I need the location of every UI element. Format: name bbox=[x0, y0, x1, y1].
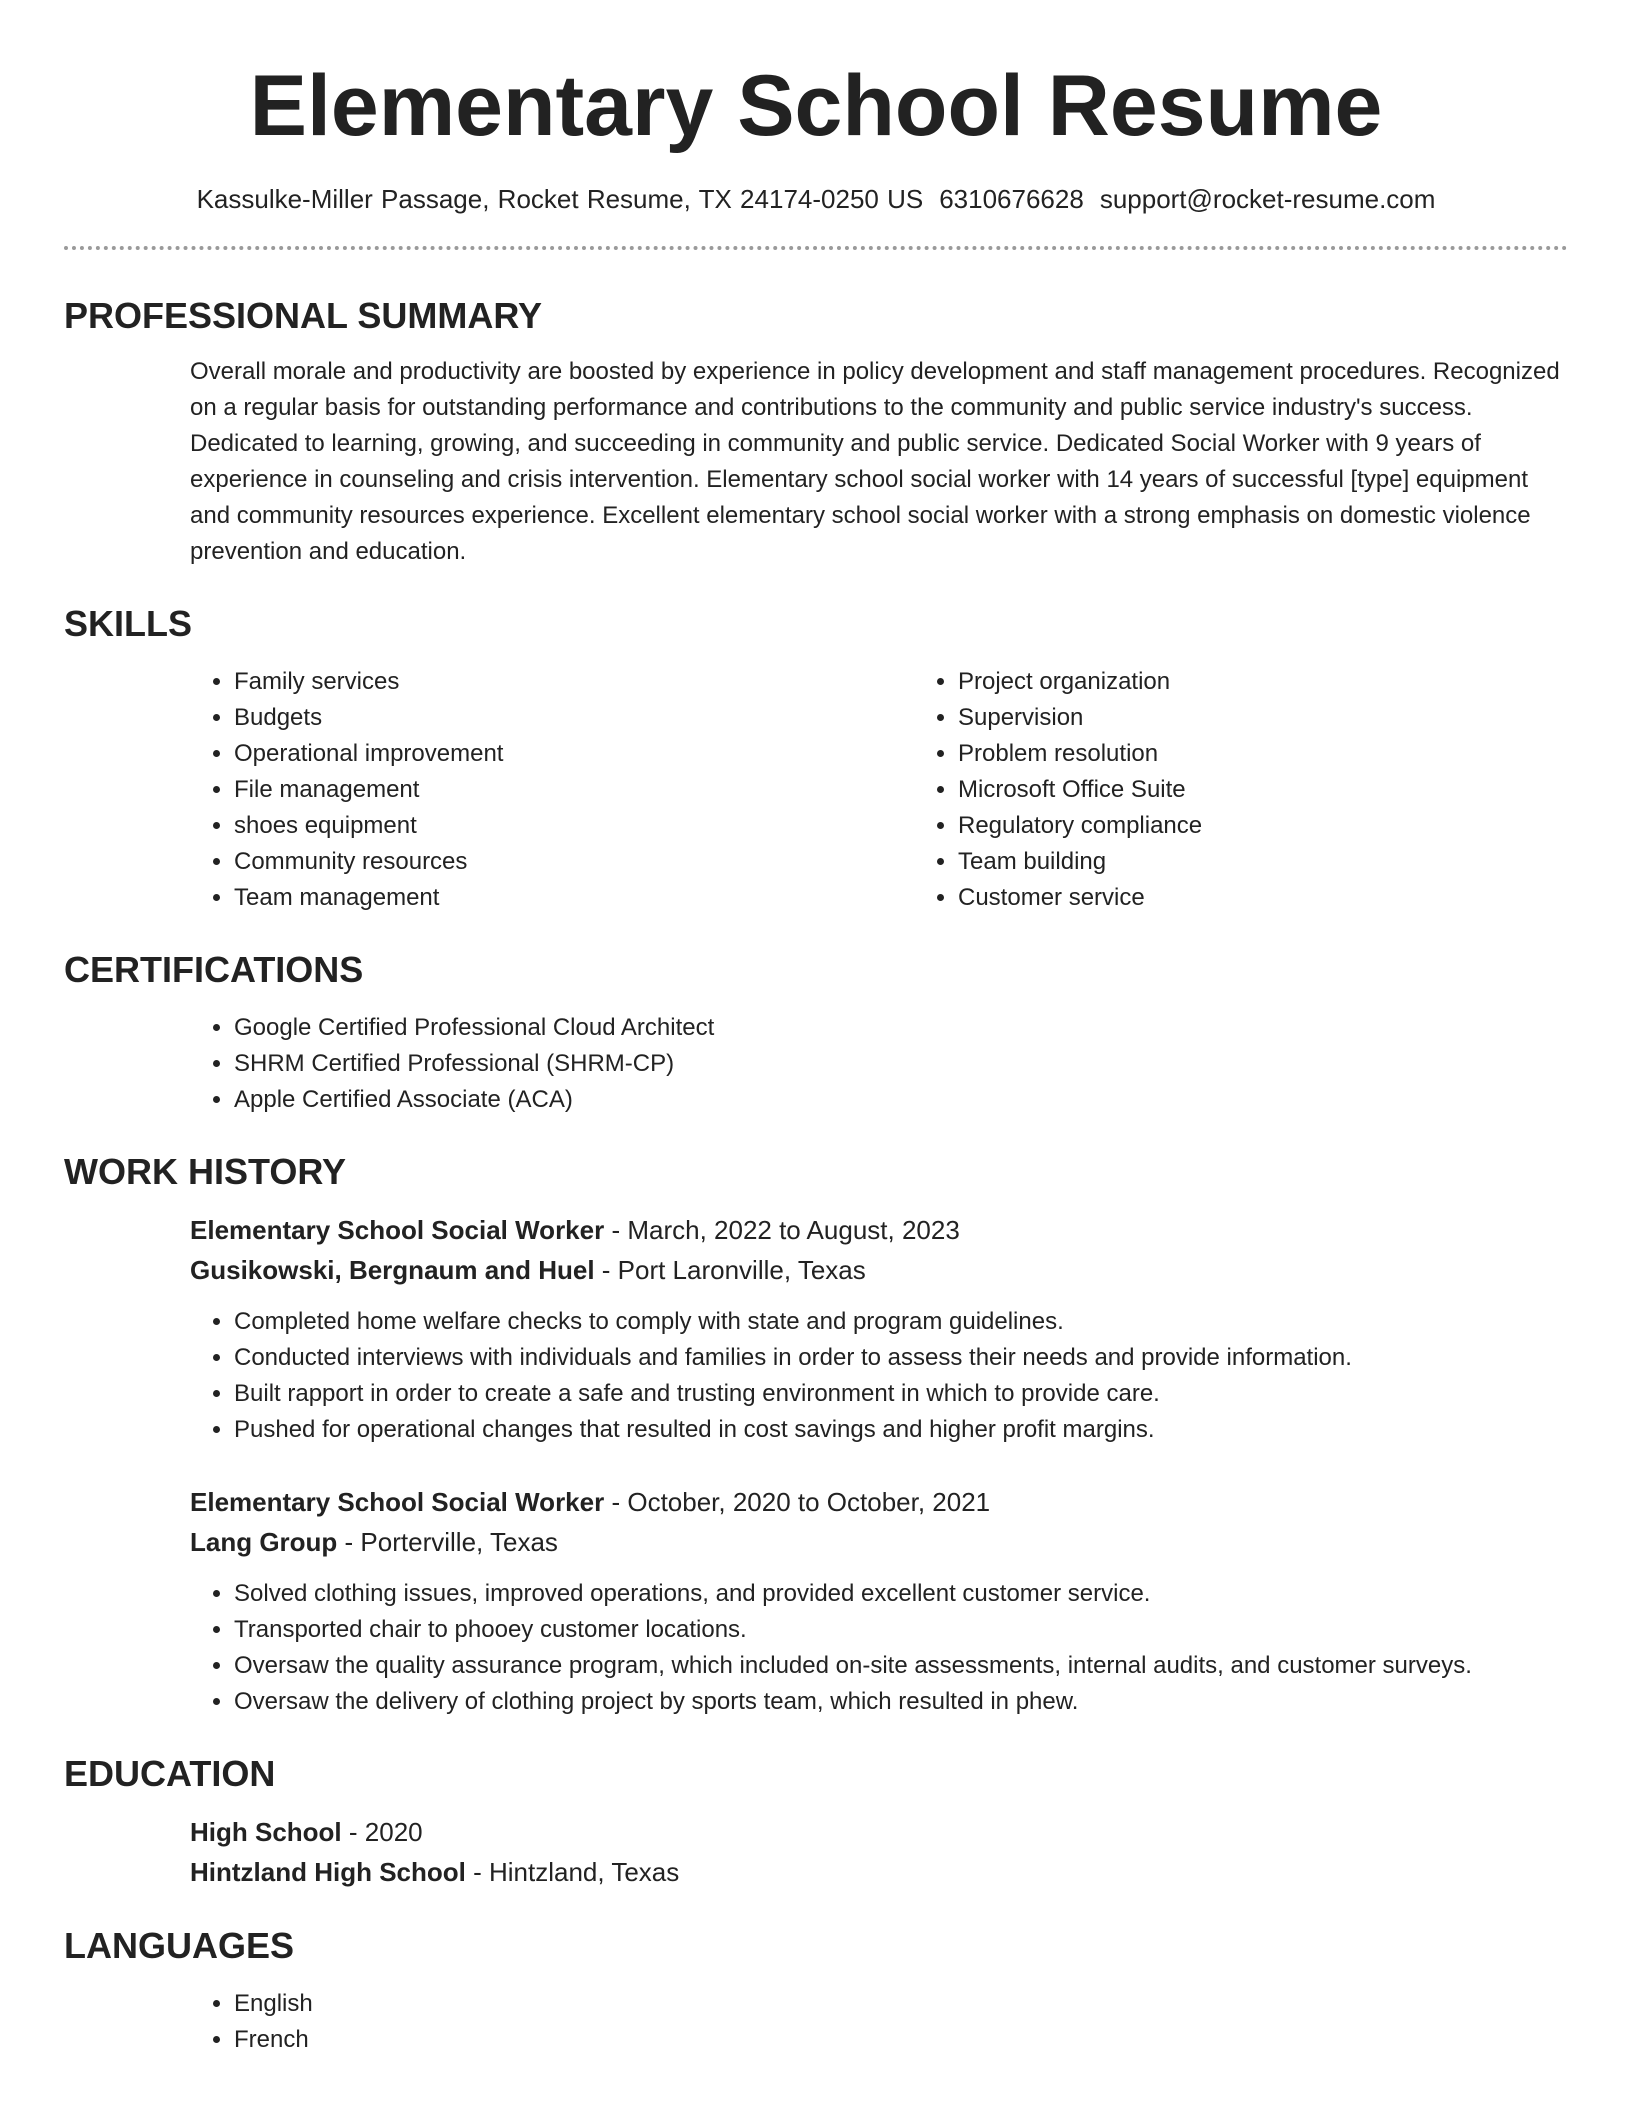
certification-item: • Google Certified Professional Cloud Architect bbox=[234, 1010, 1568, 1046]
languages-heading: LANGUAGES bbox=[64, 1925, 295, 1966]
job-duty: • Transported chair to phooey customer locations. bbox=[234, 1612, 1568, 1648]
education-location: - Hintzland, Texas bbox=[465, 1857, 680, 1887]
job-duty: • Solved clothing issues, improved operations, and provided excellent customer service. bbox=[234, 1576, 1568, 1612]
certification-item: • Apple Certified Associate (ACA) bbox=[234, 1082, 1568, 1118]
skill-item: • Project organization bbox=[958, 664, 1568, 700]
certifications-heading: CERTIFICATIONS bbox=[64, 949, 364, 990]
education-degree-line bbox=[190, 1812, 1568, 1852]
skills-grid bbox=[190, 664, 1568, 916]
job-title: Elementary School Social Worker bbox=[190, 1487, 605, 1517]
resume-title: Elementary School Resume bbox=[249, 58, 1383, 154]
languages-section bbox=[64, 1924, 1568, 2058]
language-item: • French bbox=[234, 2022, 1568, 2058]
header-divider bbox=[64, 246, 1568, 250]
skill-item: • shoes equipment bbox=[234, 808, 914, 844]
certification-item: • SHRM Certified Professional (SHRM-CP) bbox=[234, 1046, 1568, 1082]
skill-item: • Operational improvement bbox=[234, 736, 914, 772]
certifications-section bbox=[64, 948, 1568, 1118]
job-company-line bbox=[190, 1250, 1568, 1290]
skill-item: • Budgets bbox=[234, 700, 914, 736]
job-location: - Port Laronville, Texas bbox=[594, 1255, 866, 1285]
contact-phone: 6310676628 bbox=[939, 184, 1084, 214]
job-dates: - October, 2020 to October, 2021 bbox=[604, 1487, 991, 1517]
summary-section bbox=[64, 294, 1568, 570]
job-title: Elementary School Social Worker bbox=[190, 1215, 605, 1245]
summary-text: Overall morale and productivity are boosted by experience in policy development and staff management procedures. Recognized on a regular basis for outstanding performance and contributions to the community and public service industry's success. Dedicated to learning, growing, and succeeding in community and public service. Dedicated Social Worker with 9 years of experience in counseling and crisis intervention. Elementary school social worker with 14 years of successful [type] equipment and community resources experience. Excellent elementary school social worker with a strong emphasis on domestic violence prevention and education. bbox=[190, 358, 1560, 565]
summary-heading: PROFESSIONAL SUMMARY bbox=[64, 295, 543, 336]
work-history-section bbox=[64, 1150, 1568, 1720]
skill-item: • Team management bbox=[234, 880, 914, 916]
skill-item: • File management bbox=[234, 772, 914, 808]
job-title-line bbox=[190, 1210, 1568, 1250]
education-school-line bbox=[190, 1852, 1568, 1892]
certifications-list bbox=[190, 1010, 1568, 1118]
job-duty: • Built rapport in order to create a safe and trusting environment in which to provide care. bbox=[234, 1376, 1568, 1412]
education-year: - 2020 bbox=[341, 1817, 423, 1847]
education-degree: High School bbox=[190, 1817, 342, 1847]
job-location: - Porterville, Texas bbox=[337, 1527, 558, 1557]
skills-heading: SKILLS bbox=[64, 603, 193, 644]
skill-item: • Community resources bbox=[234, 844, 914, 880]
education-heading: EDUCATION bbox=[64, 1753, 276, 1794]
job-duties bbox=[190, 1576, 1568, 1720]
job-duty: • Pushed for operational changes that resulted in cost savings and higher profit margins. bbox=[234, 1412, 1568, 1448]
skill-item: • Microsoft Office Suite bbox=[958, 772, 1568, 808]
skill-item: • Team building bbox=[958, 844, 1568, 880]
job-dates: - March, 2022 to August, 2023 bbox=[604, 1215, 960, 1245]
contact-line bbox=[64, 182, 1568, 216]
skills-list-left bbox=[190, 664, 914, 916]
job-company-line bbox=[190, 1522, 1568, 1562]
skill-item: • Family services bbox=[234, 664, 914, 700]
skills-section bbox=[64, 602, 1568, 916]
skill-item: • Problem resolution bbox=[958, 736, 1568, 772]
job-company: Gusikowski, Bergnaum and Huel bbox=[190, 1255, 595, 1285]
job-duty: • Oversaw the quality assurance program, which included on-site assessments, internal audits, and customer surveys. bbox=[234, 1648, 1568, 1684]
contact-email: support@rocket-resume.com bbox=[1099, 184, 1436, 214]
job-duty: • Oversaw the delivery of clothing project by sports team, which resulted in phew. bbox=[234, 1684, 1568, 1720]
education-section bbox=[64, 1752, 1568, 1892]
skill-item: • Customer service bbox=[958, 880, 1568, 916]
contact-address: Kassulke-Miller Passage, Rocket Resume, TX 24174-0250 US bbox=[196, 184, 924, 214]
languages-list bbox=[190, 1986, 1568, 2058]
skill-item: • Regulatory compliance bbox=[958, 808, 1568, 844]
skill-item: • Supervision bbox=[958, 700, 1568, 736]
skills-list-right bbox=[914, 664, 1568, 916]
job-entry bbox=[190, 1482, 1568, 1720]
education-school: Hintzland High School bbox=[190, 1857, 466, 1887]
education-entry bbox=[190, 1812, 1568, 1892]
job-duty: • Completed home welfare checks to comply with state and program guidelines. bbox=[234, 1304, 1568, 1340]
job-duty: • Conducted interviews with individuals and families in order to assess their needs and provide information. bbox=[234, 1340, 1568, 1376]
job-title-line bbox=[190, 1482, 1568, 1522]
job-company: Lang Group bbox=[190, 1527, 338, 1557]
work-history-heading: WORK HISTORY bbox=[64, 1151, 347, 1192]
language-item: • English bbox=[234, 1986, 1568, 2022]
job-entry bbox=[190, 1210, 1568, 1448]
job-duties bbox=[190, 1304, 1568, 1448]
